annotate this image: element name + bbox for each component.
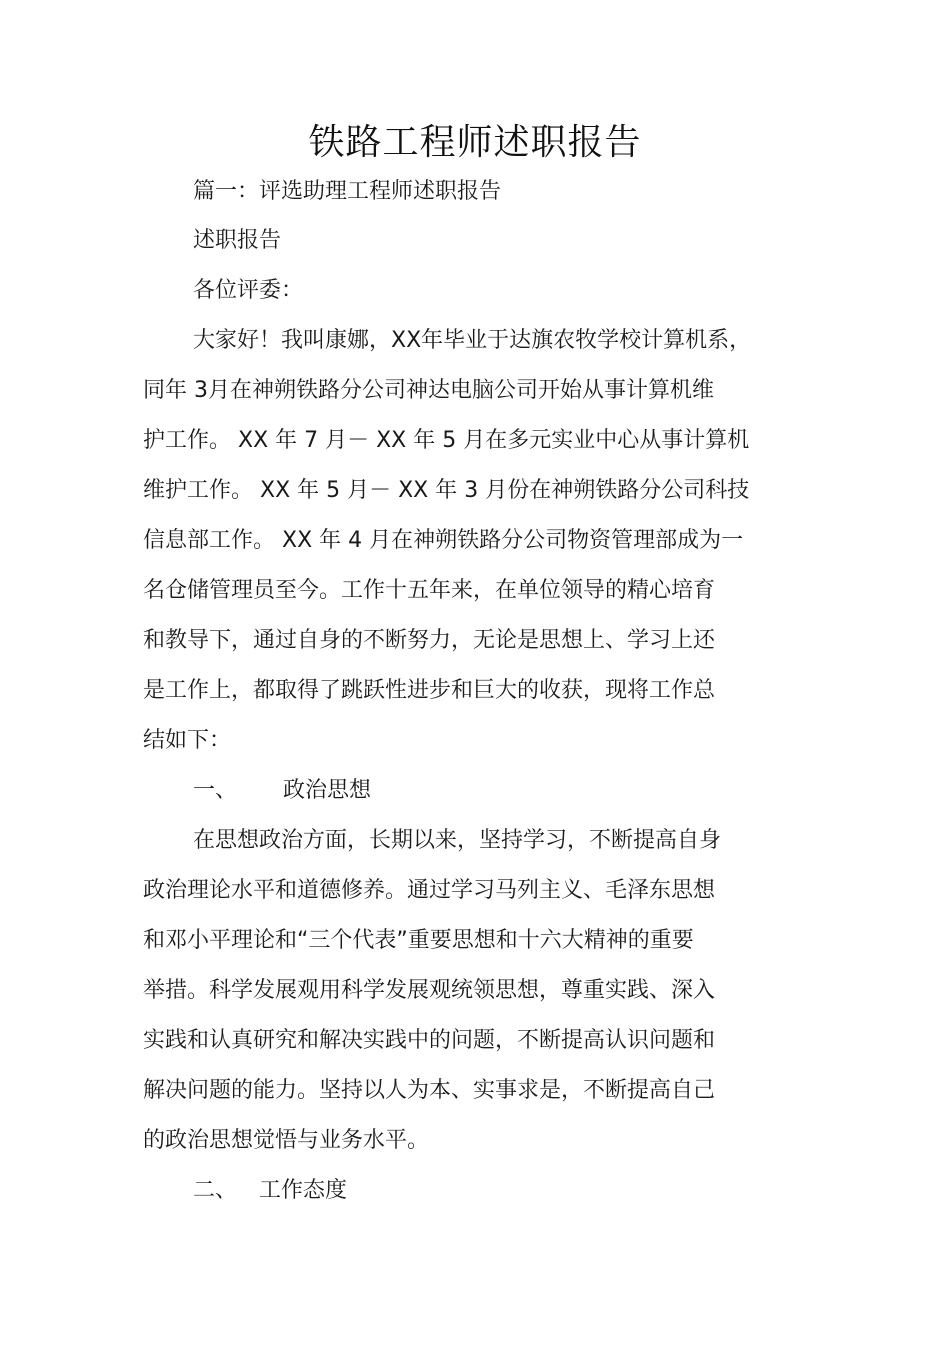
section-1-line: 解决问题的能力。坚持以人为本、实事求是，不断提高自己: [143, 1078, 716, 1103]
section-1-line: 举措。科学发展观用科学发展观统领思想，尊重实践、深入: [143, 978, 716, 1003]
body-line: 名仓储管理员至今。工作十五年来，在单位领导的精心培育: [143, 578, 716, 603]
section-2-heading: [193, 1176, 347, 1206]
section-2-title: 工作态度: [259, 1178, 348, 1203]
section-1-title: 政治思想: [283, 778, 372, 803]
report-label: 述职报告: [193, 228, 282, 253]
section-1-heading: [193, 776, 371, 806]
salutation: 各位评委：: [193, 278, 304, 303]
section-1-line: 和邓小平理论和“三个代表”重要思想和十六大精神的重要: [143, 928, 694, 953]
body-line: 是工作上，都取得了跳跃性进步和巨大的收获，现将工作总: [143, 678, 716, 703]
section-1-line: 政治理论水平和道德修养。通过学习马列主义、毛泽东思想: [143, 878, 716, 903]
body-line: 信息部工作。 XX 年 4 月在神朔铁路分公司物资管理部成为一: [143, 528, 744, 553]
body-line: 结如下：: [143, 728, 232, 753]
body-line: 维护工作。 XX 年 5 月－ XX 年 3 月份在神朔铁路分公司科技: [143, 478, 750, 503]
section-1-line: 实践和认真研究和解决实践中的问题，不断提高认识问题和: [143, 1028, 716, 1053]
body-line: 和教导下，通过自身的不断努力，无论是思想上、学习上还: [143, 628, 716, 653]
section-1-line: 的政治思想觉悟与业务水平。: [143, 1128, 430, 1153]
section-1-line: 在思想政治方面，长期以来，坚持学习，不断提高自身: [193, 828, 722, 853]
section-2-number: 二、: [193, 1178, 238, 1203]
body-line: 大家好！我叫康娜，XX年毕业于达旗农牧学校计算机系，: [193, 328, 752, 353]
section-1-number: 一、: [193, 778, 238, 803]
document-title: 铁路工程师述职报告: [308, 122, 642, 163]
subtitle-line: 篇一：评选助理工程师述职报告: [193, 179, 502, 204]
body-line: 同年 3月在神朔铁路分公司神达电脑公司开始从事计算机维: [143, 378, 714, 403]
body-line: 护工作。 XX 年 7 月－ XX 年 5 月在多元实业中心从事计算机: [143, 428, 750, 453]
